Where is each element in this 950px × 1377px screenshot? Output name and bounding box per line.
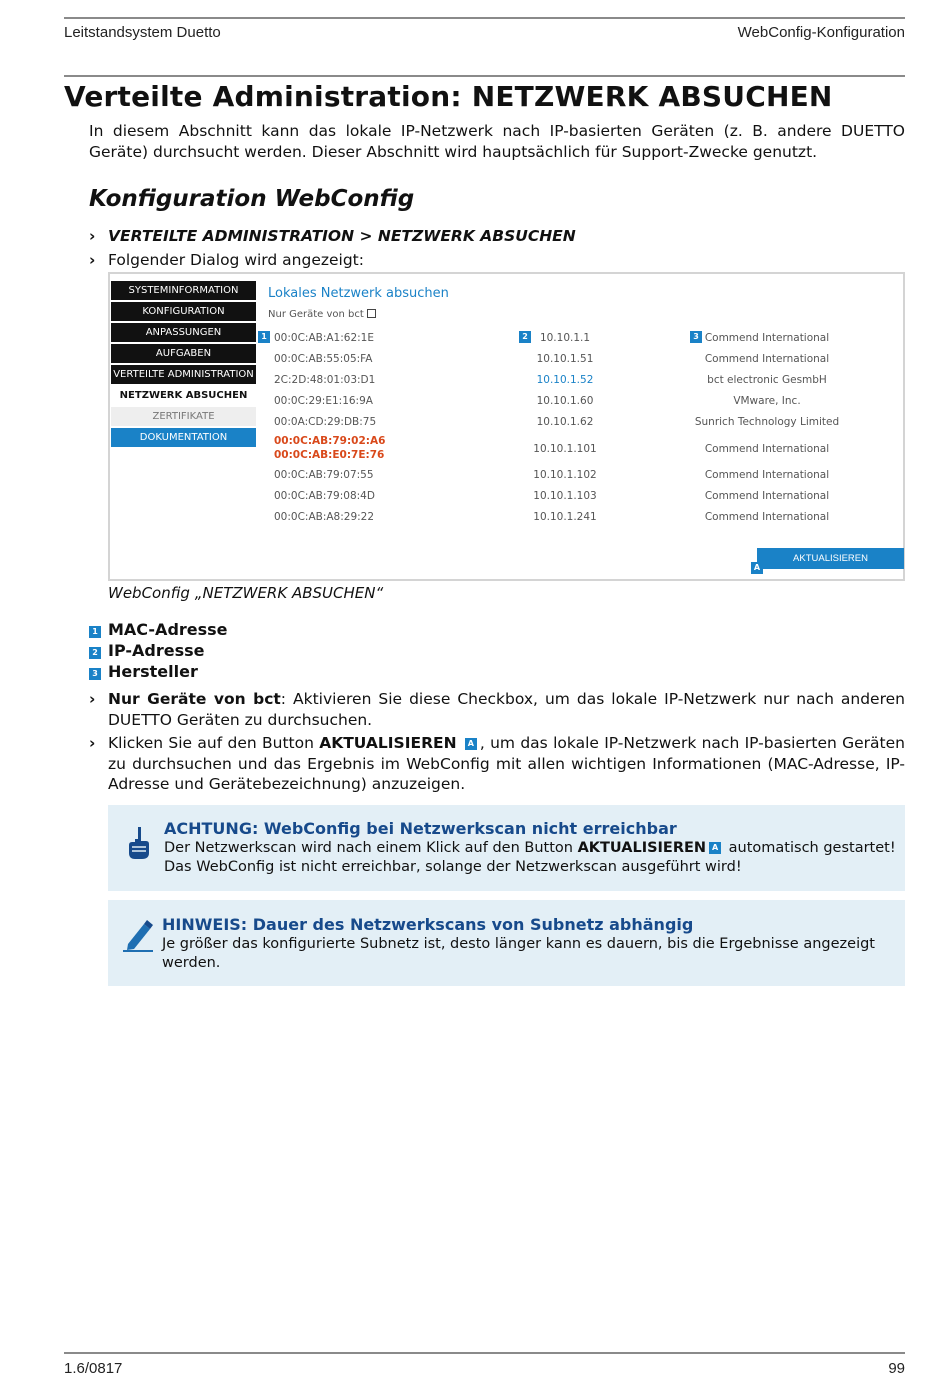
mac-cell: 00:0A:CD:29:DB:75: [274, 416, 377, 428]
menu-item-aufgaben[interactable]: AUFGABEN: [111, 344, 256, 363]
hint-box: [108, 900, 905, 986]
legend-label: IP-Adresse: [108, 641, 205, 660]
warning-line1-before: Der Netzwerkscan wird nach einem Klick auf den Button: [164, 840, 578, 856]
refresh-button[interactable]: AKTUALISIEREN: [757, 548, 904, 569]
hint-title: HINWEIS: Dauer des Netzwerkscans von Subnetz abhängig: [162, 915, 694, 934]
nav-path-text: VERTEILTE ADMINISTRATION > NETZWERK ABSUCHEN: [108, 227, 576, 245]
chevron-right-icon: ›: [89, 227, 96, 245]
warning-line1-after: automatisch gestartet!: [724, 840, 896, 856]
only-bct-checkbox[interactable]: [268, 309, 376, 320]
webconfig-menu: [111, 281, 256, 449]
menu-item-anpassungen[interactable]: ANPASSUNGEN: [111, 323, 256, 342]
bullet2-before: Klicken Sie auf den Button: [108, 734, 320, 752]
warning-title: ACHTUNG: WebConfig bei Netzwerkscan nicht erreichbar: [164, 819, 677, 838]
badge-a-inline: A: [709, 842, 721, 854]
vendor-cell: Commend International: [704, 353, 830, 365]
ip-cell-highlight: 10.10.1.52: [536, 374, 594, 386]
ip-cell: 10.10.1.102: [533, 469, 597, 481]
ip-cell: 10.10.1.101: [533, 443, 597, 455]
ip-cell: 10.10.1.103: [533, 490, 597, 502]
menu-item-dokumentation[interactable]: DOKUMENTATION: [111, 428, 256, 447]
bullet1-text: : Aktivieren Sie diese Checkbox, um das lokale IP-Netzwerk nur nach anderen DUETTO Geräten zu durchsuchen.: [108, 690, 905, 729]
page-number: 99: [888, 1360, 905, 1377]
vendor-cell: bct electronic GesmbH: [707, 374, 827, 386]
vendor-cell: Commend International: [704, 443, 830, 455]
only-bct-label: Nur Geräte von bct: [268, 309, 364, 320]
legend-label: Hersteller: [108, 662, 198, 681]
dialog-text: Folgender Dialog wird angezeigt:: [108, 251, 364, 269]
legend-item: [89, 640, 205, 661]
ip-cell: 10.10.1.51: [536, 353, 594, 365]
header-top-rule: [64, 17, 905, 19]
menu-item-verteilte-administration[interactable]: VERTEILTE ADMINISTRATION: [111, 365, 256, 384]
header-left: Leitstandsystem Duetto: [64, 24, 221, 41]
legend-badge: 1: [89, 626, 101, 638]
footer-version: 1.6/0817: [64, 1360, 123, 1377]
vendor-cell: VMware, Inc.: [733, 395, 801, 407]
legend-item: [89, 661, 198, 682]
bullet2-bold: AKTUALISIEREN: [319, 734, 457, 752]
bullet1-bold: Nur Geräte von bct: [108, 690, 281, 708]
mac-cell: 00:0C:AB:79:07:55: [274, 469, 374, 481]
footer-rule: [64, 1352, 905, 1354]
badge-refresh: A: [751, 562, 763, 574]
chevron-right-icon: ›: [89, 690, 96, 708]
mac-cell: 00:0C:AB:A1:62:1E: [274, 332, 374, 344]
mac-cell: 00:0C:AB:55:05:FA: [274, 353, 373, 365]
step-nav-path: [89, 226, 576, 247]
bullet-refresh: [89, 733, 905, 795]
mac-cell-highlight: 00:0C:AB:79:02:A6: [274, 435, 386, 447]
intro-paragraph: In diesem Abschnitt kann das lokale IP-Netzwerk nach IP-basierten Geräten (z. B. andere DUETTO Geräte) durchsucht werden. Dieser Abschnitt wird hauptsächlich für Support-Zwecke genutzt.: [89, 122, 905, 161]
mac-cell: 00:0C:AB:A8:29:22: [274, 511, 375, 523]
section-subtitle: Konfiguration WebConfig: [89, 186, 415, 212]
pencil-icon: [122, 918, 154, 952]
ip-cell: 10.10.1.1: [539, 332, 591, 344]
warning-line1-bold: AKTUALISIEREN: [577, 840, 707, 856]
header-right: WebConfig-Konfiguration: [737, 24, 905, 41]
ip-cell: 10.10.1.62: [536, 416, 594, 428]
menu-item-zertifikate[interactable]: ZERTIFIKATE: [111, 407, 256, 426]
chevron-right-icon: ›: [89, 734, 96, 752]
mac-cell: 00:0C:AB:79:08:4D: [274, 490, 375, 502]
badge-a-inline: A: [465, 738, 477, 750]
vendor-cell: Commend International: [704, 332, 830, 344]
hint-body: Je größer das konfigurierte Subnetz ist, desto länger kann es dauern, bis die Ergebnisse angezeigt werden.: [162, 936, 875, 971]
screenshot-heading: Lokales Netzwerk absuchen: [268, 286, 449, 301]
bullet-only-bct: [89, 689, 905, 730]
page-title: Verteilte Administration: NETZWERK ABSUCHEN: [64, 80, 833, 113]
legend-badge: 2: [89, 647, 101, 659]
menu-item-systeminformation[interactable]: SYSTEMINFORMATION: [111, 281, 256, 300]
badge-vendor: 3: [690, 331, 702, 343]
vendor-cell: Commend International: [704, 490, 830, 502]
webconfig-screenshot: [108, 272, 905, 581]
mac-cell: 00:0C:29:E1:16:9A: [274, 395, 373, 407]
ip-cell: 10.10.1.241: [533, 511, 597, 523]
warning-body: [164, 839, 896, 877]
checkbox-box[interactable]: [367, 309, 376, 318]
pointing-hand-icon: [126, 825, 152, 861]
step-dialog: [89, 250, 364, 271]
header-bottom-rule: [64, 75, 905, 77]
badge-ip: 2: [519, 331, 531, 343]
menu-item-konfiguration[interactable]: KONFIGURATION: [111, 302, 256, 321]
vendor-cell: Commend International: [704, 469, 830, 481]
ip-cell: 10.10.1.60: [536, 395, 594, 407]
vendor-cell: Commend International: [704, 511, 830, 523]
legend-badge: 3: [89, 668, 101, 680]
menu-item-netzwerk-absuchen[interactable]: NETZWERK ABSUCHEN: [111, 386, 256, 405]
chevron-right-icon: ›: [89, 251, 96, 269]
figure-caption: WebConfig „NETZWERK ABSUCHEN“: [108, 584, 384, 602]
bullet2-after: , um das lokale IP-Netzwerk nach IP-basierten Geräten zu durchsuchen und das Ergebnis im WebConfig mit allen wichtigen Informationen (MAC-Adresse, IP-Adresse und Gerätebezeichnung) anzuzeigen.: [108, 734, 905, 793]
mac-cell: 2C:2D:48:01:03:D1: [274, 374, 376, 386]
vendor-cell: Sunrich Technology Limited: [694, 416, 840, 428]
warning-line2: Das WebConfig ist nicht erreichbar, solange der Netzwerkscan ausgeführt wird!: [164, 859, 742, 875]
mac-cell-highlight: 00:0C:AB:E0:7E:76: [274, 449, 385, 461]
legend-item: [89, 619, 228, 640]
legend-label: MAC-Adresse: [108, 620, 228, 639]
warning-box: [108, 805, 905, 891]
badge-mac: 1: [258, 331, 270, 343]
